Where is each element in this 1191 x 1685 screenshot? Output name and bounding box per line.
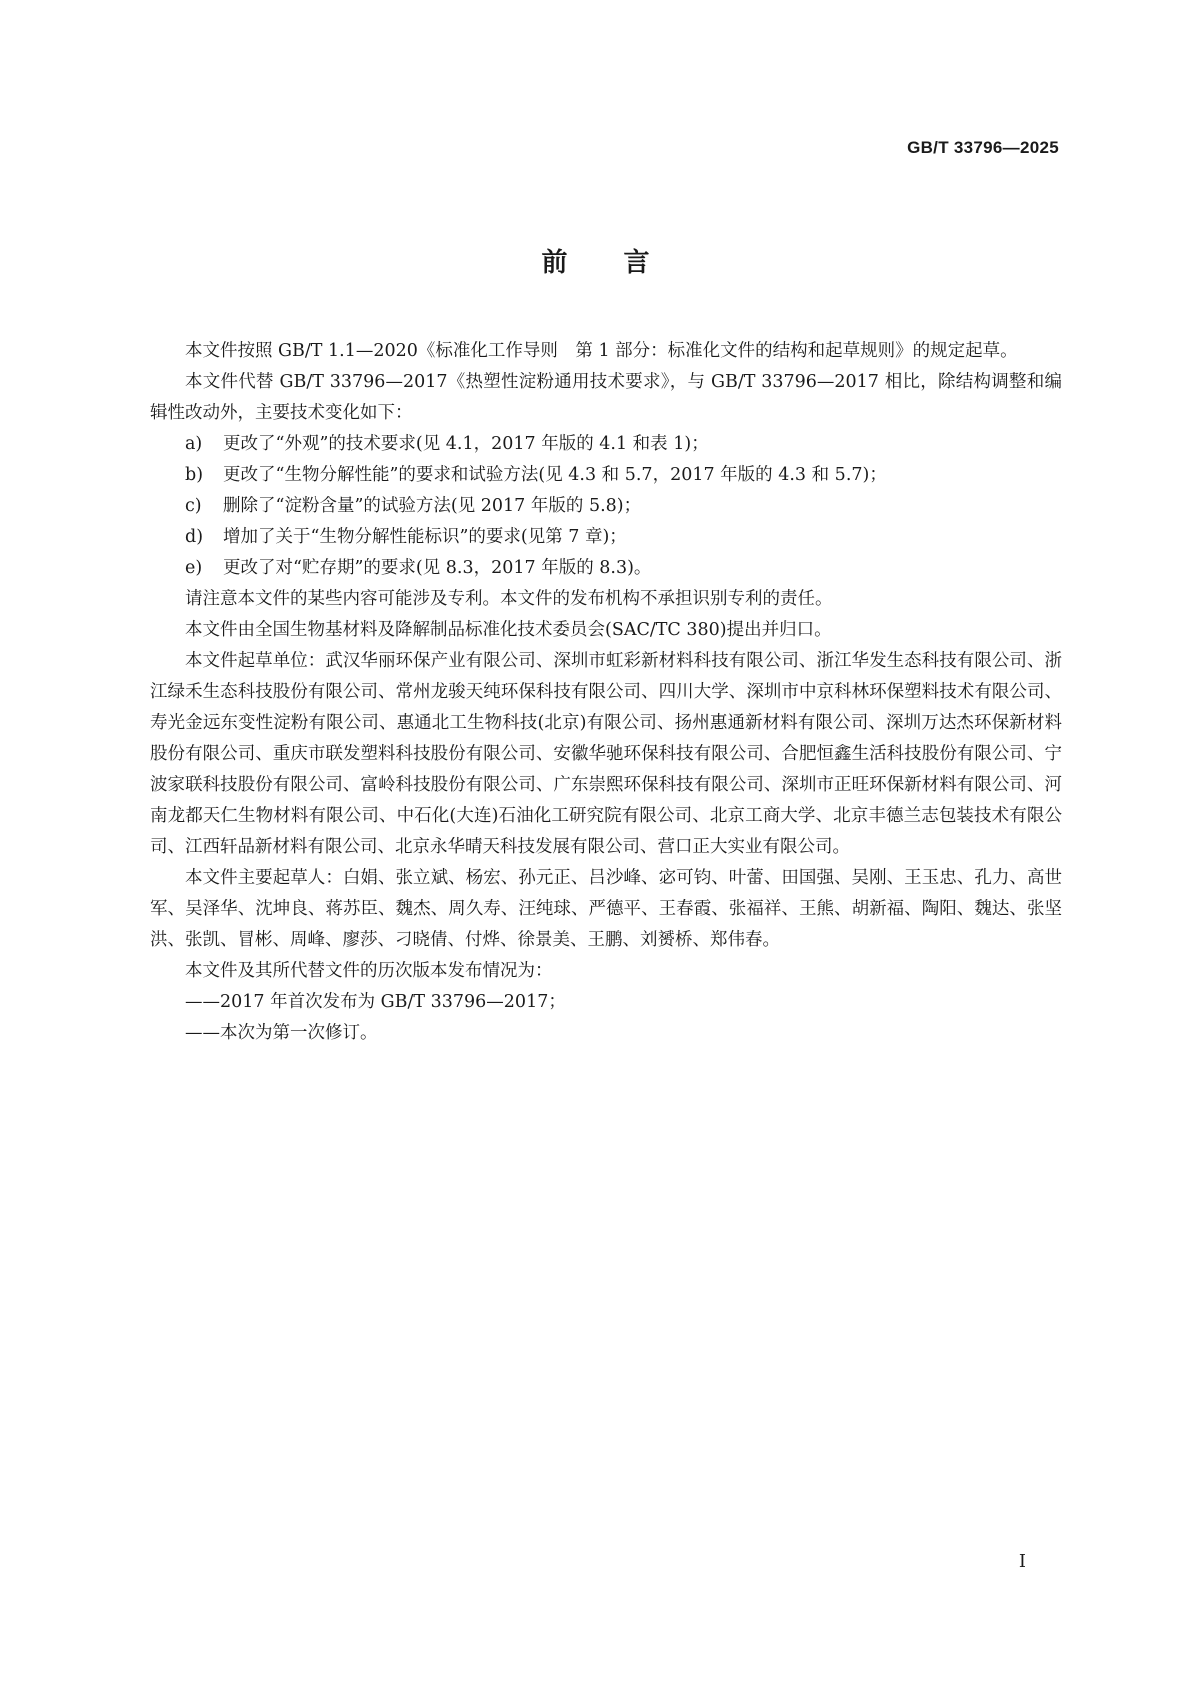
history-item: ——本次为第一次修订。 — [185, 1023, 378, 1043]
drafting-units-paragraph: 本文件起草单位：武汉华丽环保产业有限公司、深圳市虹彩新材料科技有限公司、浙江华发生态科技有限公司、浙江绿禾生态科技股份有限公司、常州龙骏天纯环保科技有限公司、四川大学、深圳市中京科林环保塑料技术有限公司、寿光金远东变性淀粉有限公司、惠通北工生物科技(北京)有限公司、扬州惠通新材料有限公司、深圳万达杰环保新材料股份有限公司、重庆市联发塑料科技股份有限公司、安徽华驰环保科技有限公司、合肥恒鑫生活科技股份有限公司、宁波家联科技股份有限公司、富岭科技股份有限公司、广东崇熙环保科技有限公司、深圳市正旺环保新材料有限公司、河南龙都天仁生物材料有限公司、中石化(大连)石油化工研究院有限公司、北京工商大学、北京丰德兰志包装技术有限公司、江西轩品新材料有限公司、北京永华晴天科技发展有限公司、营口正大实业有限公司。 — [150, 651, 1062, 857]
history-item: ——2017 年首次发布为 GB/T 33796—2017； — [185, 992, 566, 1012]
change-item — [150, 460, 1062, 491]
page-number: I — [1018, 1551, 1026, 1572]
page-title: 前言 — [541, 248, 706, 278]
change-item — [150, 522, 1062, 553]
change-item — [150, 429, 1062, 460]
change-item-text: 删除了“淀粉含量”的试验方法(见 2017 年版的 5.8)； — [223, 496, 642, 516]
change-item — [150, 491, 1062, 522]
history-intro-paragraph: 本文件及其所代替文件的历次版本发布情况为： — [185, 961, 553, 981]
change-item-mark: c) — [185, 496, 202, 516]
change-item-text: 更改了“外观”的技术要求(见 4.1，2017 年版的 4.1 和表 1)； — [223, 434, 709, 454]
committee-paragraph: 本文件由全国生物基材料及降解制品标准化技术委员会(SAC/TC 380)提出并归口。 — [185, 620, 832, 640]
drafters-paragraph: 本文件主要起草人：白娟、张立斌、杨宏、孙元正、吕沙峰、宓可钧、叶蕾、田国强、吴刚、王玉忠、孔力、高世军、吴泽华、沈坤良、蒋苏臣、魏杰、周久寿、汪纯球、严德平、王春霞、张福祥、王熊、胡新福、陶阳、魏达、张坚洪、张凯、冒彬、周峰、廖莎、刁晓倩、付烨、徐景美、王鹏、刘赟桥、郑伟春。 — [150, 868, 1062, 950]
change-item-text: 更改了“生物分解性能”的要求和试验方法(见 4.3 和 5.7，2017 年版的 4.3 和 5.7)； — [223, 465, 887, 485]
patent-notice-paragraph: 请注意本文件的某些内容可能涉及专利。本文件的发布机构不承担识别专利的责任。 — [185, 589, 833, 609]
replacement-paragraph: 本文件代替 GB/T 33796—2017《热塑性淀粉通用技术要求》，与 GB/T 33796—2017 相比，除结构调整和编辑性改动外，主要技术变化如下： — [150, 372, 1062, 423]
change-item-mark: a) — [185, 434, 203, 454]
change-item-mark: e) — [185, 558, 203, 578]
drafting-basis-paragraph: 本文件按照 GB/T 1.1—2020《标准化工作导则 第 1 部分：标准化文件的结构和起草规则》的规定起草。 — [185, 341, 1018, 361]
change-item-text: 更改了对“贮存期”的要求(见 8.3，2017 年版的 8.3)。 — [223, 558, 652, 578]
change-item-text: 增加了关于“生物分解性能标识”的要求(见第 7 章)； — [223, 527, 627, 547]
standard-code: GB/T 33796—2025 — [907, 138, 1059, 157]
change-item — [150, 553, 1062, 584]
change-item-mark: b) — [185, 465, 204, 485]
change-item-mark: d) — [185, 527, 204, 547]
foreword-body — [150, 336, 1062, 1049]
